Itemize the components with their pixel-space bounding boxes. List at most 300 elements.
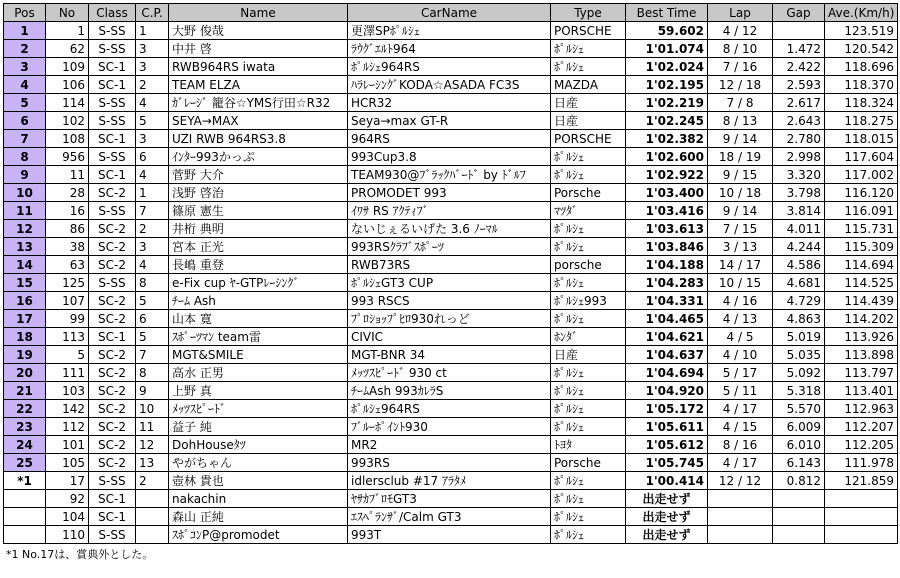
cell-lap: 3 / 13 [708, 238, 773, 256]
cell-type: ﾎﾟﾙｼｪ [551, 40, 626, 58]
cell-lap: 9 / 15 [708, 166, 773, 184]
cell-lap: 7 / 16 [708, 58, 773, 76]
cell-type: ﾎﾟﾙｼｪ [551, 508, 626, 526]
cell-gap: 4.681 [773, 274, 825, 292]
cell-best: 1'02.024 [626, 58, 708, 76]
cell-pos: 18 [4, 328, 46, 346]
cell-pos: 22 [4, 400, 46, 418]
table-row [4, 274, 898, 292]
cell-pos: 7 [4, 130, 46, 148]
cell-cp: 5 [136, 112, 169, 130]
cell-no: 108 [46, 130, 89, 148]
cell-type: ﾎﾟﾙｼｪ [551, 274, 626, 292]
cell-cp: 4 [136, 94, 169, 112]
cell-cp: 1 [136, 184, 169, 202]
cell-gap [773, 508, 825, 526]
cell-cp: 11 [136, 418, 169, 436]
cell-type: ﾎﾟﾙｼｪ993 [551, 292, 626, 310]
cell-pos: 14 [4, 256, 46, 274]
cell-cp: 6 [136, 310, 169, 328]
table-row [4, 328, 898, 346]
cell-name: ﾒｯﾂｽﾋﾟｰﾄﾞ [169, 400, 348, 418]
cell-gap: 5.318 [773, 382, 825, 400]
cell-name: ｲﾝﾀｰ993かっぷ [169, 148, 348, 166]
header-no: No [46, 4, 89, 22]
cell-car: ﾗｳｸﾞｴﾙﾄ964 [348, 40, 551, 58]
cell-car: ﾔｻｶﾌﾞﾛﾓGT3 [348, 490, 551, 508]
cell-ave: 121.859 [825, 472, 898, 490]
cell-no: 11 [46, 166, 89, 184]
cell-pos: 8 [4, 148, 46, 166]
cell-best: 出走せず [626, 508, 708, 526]
cell-car: ﾎﾟﾙｼｪ964RS [348, 58, 551, 76]
cell-name: ﾁｰﾑ Ash [169, 292, 348, 310]
table-row [4, 526, 898, 544]
cell-best: 1'03.846 [626, 238, 708, 256]
cell-gap: 2.780 [773, 130, 825, 148]
cell-name: 長嶋 重登 [169, 256, 348, 274]
cell-lap: 4 / 16 [708, 292, 773, 310]
cell-cp: 10 [136, 400, 169, 418]
cell-lap: 4 / 5 [708, 328, 773, 346]
cell-name: 菅野 大介 [169, 166, 348, 184]
cell-car: Seya→max GT-R [348, 112, 551, 130]
cell-best: 出走せず [626, 490, 708, 508]
cell-lap: 4 / 17 [708, 454, 773, 472]
cell-pos [4, 490, 46, 508]
cell-ave: 123.519 [825, 22, 898, 40]
cell-cp: 4 [136, 256, 169, 274]
cell-type: porsche [551, 256, 626, 274]
cell-ave: 117.604 [825, 148, 898, 166]
cell-cp: 1 [136, 22, 169, 40]
cell-cp: 8 [136, 364, 169, 382]
cell-lap: 4 / 10 [708, 346, 773, 364]
cell-class: SC-2 [89, 400, 136, 418]
table-row [4, 436, 898, 454]
cell-name: ｶﾞﾚｰｼﾞ 籠谷☆YMS行田☆R32 [169, 94, 348, 112]
cell-name: TEAM ELZA [169, 76, 348, 94]
cell-car: ﾌﾞﾙｰﾎﾟｲﾝﾄ930 [348, 418, 551, 436]
cell-lap: 8 / 13 [708, 112, 773, 130]
cell-type: ﾎﾟﾙｼｪ [551, 490, 626, 508]
cell-best: 1'05.611 [626, 418, 708, 436]
cell-name: ｽﾎﾟｰﾂﾏﾝ team雷 [169, 328, 348, 346]
cell-class: S-SS [89, 22, 136, 40]
cell-pos: 15 [4, 274, 46, 292]
cell-car: ﾎﾟﾙｼｪGT3 CUP [348, 274, 551, 292]
cell-cp: 13 [136, 454, 169, 472]
cell-type: ﾎﾟﾙｼｪ [551, 382, 626, 400]
cell-class: SC-2 [89, 346, 136, 364]
cell-ave: 116.091 [825, 202, 898, 220]
header-name: Name [169, 4, 348, 22]
table-row [4, 202, 898, 220]
cell-car: MR2 [348, 436, 551, 454]
cell-name: 高水 正男 [169, 364, 348, 382]
cell-class: S-SS [89, 202, 136, 220]
cell-pos: 9 [4, 166, 46, 184]
cell-class: SC-2 [89, 382, 136, 400]
cell-no: 38 [46, 238, 89, 256]
cell-best: 1'02.922 [626, 166, 708, 184]
cell-class: SC-2 [89, 238, 136, 256]
header-lap: Lap [708, 4, 773, 22]
cell-gap: 3.798 [773, 184, 825, 202]
table-row [4, 418, 898, 436]
cell-car: PROMODET 993 [348, 184, 551, 202]
cell-type: ﾎﾟﾙｼｪ [551, 166, 626, 184]
cell-best: 1'04.621 [626, 328, 708, 346]
cell-cp: 3 [136, 58, 169, 76]
cell-ave: 113.926 [825, 328, 898, 346]
cell-class: SC-2 [89, 436, 136, 454]
cell-cp: 4 [136, 166, 169, 184]
cell-class: SC-1 [89, 130, 136, 148]
cell-ave: 115.731 [825, 220, 898, 238]
cell-ave: 116.120 [825, 184, 898, 202]
cell-pos: 10 [4, 184, 46, 202]
cell-lap: 7 / 15 [708, 220, 773, 238]
cell-type: ﾎﾝﾀﾞ [551, 328, 626, 346]
cell-no: 956 [46, 148, 89, 166]
table-row [4, 148, 898, 166]
cell-pos: 13 [4, 238, 46, 256]
cell-name: nakachin [169, 490, 348, 508]
cell-best: 1'03.416 [626, 202, 708, 220]
cell-no: 114 [46, 94, 89, 112]
cell-no: 104 [46, 508, 89, 526]
table-row [4, 184, 898, 202]
cell-pos: 12 [4, 220, 46, 238]
cell-gap: 2.643 [773, 112, 825, 130]
cell-class: SC-2 [89, 418, 136, 436]
results-page [3, 3, 897, 564]
cell-pos: 3 [4, 58, 46, 76]
cell-car: 993T [348, 526, 551, 544]
cell-class: SC-2 [89, 364, 136, 382]
header-type: Type [551, 4, 626, 22]
table-row [4, 400, 898, 418]
cell-no: 101 [46, 436, 89, 454]
cell-type: MAZDA [551, 76, 626, 94]
table-row [4, 22, 898, 40]
table-row [4, 382, 898, 400]
cell-best: 1'02.600 [626, 148, 708, 166]
cell-class: SC-1 [89, 166, 136, 184]
cell-pos: 23 [4, 418, 46, 436]
cell-ave: 111.978 [825, 454, 898, 472]
cell-lap: 12 / 18 [708, 76, 773, 94]
cell-no: 92 [46, 490, 89, 508]
cell-type: 日産 [551, 346, 626, 364]
cell-lap: 5 / 17 [708, 364, 773, 382]
cell-name: MGT&SMILE [169, 346, 348, 364]
cell-best: 1'04.188 [626, 256, 708, 274]
cell-pos: 20 [4, 364, 46, 382]
cell-best: 1'04.920 [626, 382, 708, 400]
cell-type: ﾎﾟﾙｼｪ [551, 364, 626, 382]
cell-type: 日産 [551, 112, 626, 130]
cell-lap: 12 / 12 [708, 472, 773, 490]
cell-type: ﾎﾟﾙｼｪ [551, 220, 626, 238]
cell-lap [708, 508, 773, 526]
cell-no: 99 [46, 310, 89, 328]
cell-car: MGT-BNR 34 [348, 346, 551, 364]
cell-lap: 10 / 15 [708, 274, 773, 292]
cell-gap: 6.009 [773, 418, 825, 436]
cell-best: 1'04.637 [626, 346, 708, 364]
cell-name: 森山 正純 [169, 508, 348, 526]
cell-ave [825, 490, 898, 508]
cell-car: 993RSｸﾗﾌﾞｽﾎﾟｰﾂ [348, 238, 551, 256]
cell-cp: 7 [136, 346, 169, 364]
table-row [4, 76, 898, 94]
cell-best: 1'01.074 [626, 40, 708, 58]
cell-ave: 112.207 [825, 418, 898, 436]
cell-gap [773, 22, 825, 40]
cell-car: CIVIC [348, 328, 551, 346]
cell-cp: 2 [136, 76, 169, 94]
cell-gap: 5.019 [773, 328, 825, 346]
header-best-time: Best Time [626, 4, 708, 22]
cell-car: ﾊﾗﾚｰｼﾝｸﾞKODA☆ASADA FC3S [348, 76, 551, 94]
cell-class: S-SS [89, 274, 136, 292]
cell-lap: 14 / 17 [708, 256, 773, 274]
cell-ave: 112.205 [825, 436, 898, 454]
table-row [4, 238, 898, 256]
cell-name: 山本 寛 [169, 310, 348, 328]
cell-class: S-SS [89, 148, 136, 166]
table-row [4, 490, 898, 508]
cell-gap [773, 490, 825, 508]
cell-best: 1'02.382 [626, 130, 708, 148]
cell-cp: 7 [136, 202, 169, 220]
cell-best: 1'05.745 [626, 454, 708, 472]
cell-no: 125 [46, 274, 89, 292]
cell-name: DohHouseﾀﾂ [169, 436, 348, 454]
cell-car: ないじぇるいげた 3.6 ﾉｰﾏﾙ [348, 220, 551, 238]
table-row [4, 454, 898, 472]
cell-ave: 114.525 [825, 274, 898, 292]
cell-ave: 113.401 [825, 382, 898, 400]
cell-class: SC-1 [89, 328, 136, 346]
cell-name: 宮本 正光 [169, 238, 348, 256]
cell-type: PORSCHE [551, 130, 626, 148]
cell-car: ﾁｰﾑAsh 993ｶﾚﾗS [348, 382, 551, 400]
cell-no: 103 [46, 382, 89, 400]
cell-class: S-SS [89, 40, 136, 58]
cell-no: 110 [46, 526, 89, 544]
cell-no: 86 [46, 220, 89, 238]
cell-best: 1'02.219 [626, 94, 708, 112]
cell-no: 28 [46, 184, 89, 202]
cell-ave: 118.370 [825, 76, 898, 94]
cell-pos: 5 [4, 94, 46, 112]
cell-type: ﾎﾟﾙｼｪ [551, 400, 626, 418]
cell-class: SC-2 [89, 256, 136, 274]
header-class: Class [89, 4, 136, 22]
table-row [4, 472, 898, 490]
cell-name: SEYA→MAX [169, 112, 348, 130]
cell-car: idlersclub #17 ｱﾗﾀﾒ [348, 472, 551, 490]
cell-gap [773, 526, 825, 544]
cell-car: ﾎﾟﾙｼｪ964RS [348, 400, 551, 418]
cell-name: 益子 純 [169, 418, 348, 436]
cell-lap: 4 / 15 [708, 418, 773, 436]
cell-gap: 2.617 [773, 94, 825, 112]
cell-ave: 113.797 [825, 364, 898, 382]
cell-class: SC-2 [89, 292, 136, 310]
cell-type: PORSCHE [551, 22, 626, 40]
cell-car: ｴｽﾍﾟﾗﾝｻﾞ/Calm GT3 [348, 508, 551, 526]
cell-type: ﾎﾟﾙｼｪ [551, 148, 626, 166]
header-carname: CarName [348, 4, 551, 22]
cell-name: 井桁 典明 [169, 220, 348, 238]
cell-pos: 25 [4, 454, 46, 472]
table-header [4, 4, 898, 22]
cell-class: S-SS [89, 526, 136, 544]
cell-class: SC-2 [89, 310, 136, 328]
cell-gap: 3.814 [773, 202, 825, 220]
cell-no: 16 [46, 202, 89, 220]
cell-name: 中井 啓 [169, 40, 348, 58]
cell-name: RWB964RS iwata [169, 58, 348, 76]
cell-cp [136, 526, 169, 544]
cell-gap: 4.011 [773, 220, 825, 238]
cell-no: 111 [46, 364, 89, 382]
cell-ave [825, 508, 898, 526]
cell-ave: 118.324 [825, 94, 898, 112]
cell-name: UZI RWB 964RS3.8 [169, 130, 348, 148]
cell-ave: 114.202 [825, 310, 898, 328]
cell-lap: 9 / 14 [708, 202, 773, 220]
cell-best: 1'05.172 [626, 400, 708, 418]
cell-no: 105 [46, 454, 89, 472]
cell-pos: 24 [4, 436, 46, 454]
cell-lap: 4 / 17 [708, 400, 773, 418]
cell-no: 109 [46, 58, 89, 76]
cell-best: 1'04.694 [626, 364, 708, 382]
cell-pos: 1 [4, 22, 46, 40]
cell-name: 大野 俊哉 [169, 22, 348, 40]
cell-gap: 2.998 [773, 148, 825, 166]
table-row [4, 94, 898, 112]
cell-type: ﾎﾟﾙｼｪ [551, 238, 626, 256]
table-row [4, 112, 898, 130]
cell-gap: 6.010 [773, 436, 825, 454]
cell-car: ｲﾜｻ RS ｱｸﾃｨﾌﾞ [348, 202, 551, 220]
cell-name: 篠原 憲生 [169, 202, 348, 220]
cell-best: 1'04.465 [626, 310, 708, 328]
cell-cp: 9 [136, 382, 169, 400]
cell-pos: 6 [4, 112, 46, 130]
table-row [4, 292, 898, 310]
cell-lap: 10 / 18 [708, 184, 773, 202]
cell-name: やがちゃん [169, 454, 348, 472]
cell-name: 壺林 貴也 [169, 472, 348, 490]
cell-gap: 4.863 [773, 310, 825, 328]
cell-pos: *1 [4, 472, 46, 490]
cell-car: 993 RSCS [348, 292, 551, 310]
cell-name: e-Fix cup ﾔ-GTPﾚｰｼﾝｸﾞ [169, 274, 348, 292]
cell-type: 日産 [551, 94, 626, 112]
cell-ave: 115.309 [825, 238, 898, 256]
cell-no: 5 [46, 346, 89, 364]
table-row [4, 508, 898, 526]
header-ave: Ave.(Km/h) [825, 4, 898, 22]
cell-lap: 18 / 19 [708, 148, 773, 166]
header-cp: C.P. [136, 4, 169, 22]
cell-car: RWB73RS [348, 256, 551, 274]
cell-gap: 3.320 [773, 166, 825, 184]
cell-car: 993RS [348, 454, 551, 472]
cell-class: S-SS [89, 94, 136, 112]
table-row [4, 40, 898, 58]
cell-gap: 4.729 [773, 292, 825, 310]
cell-cp: 2 [136, 472, 169, 490]
cell-gap: 4.244 [773, 238, 825, 256]
cell-pos: 17 [4, 310, 46, 328]
cell-gap: 0.812 [773, 472, 825, 490]
table-row [4, 58, 898, 76]
cell-name: 浅野 啓治 [169, 184, 348, 202]
cell-class: SC-1 [89, 58, 136, 76]
table-row [4, 166, 898, 184]
cell-cp: 3 [136, 238, 169, 256]
cell-class: SC-2 [89, 454, 136, 472]
cell-gap: 2.422 [773, 58, 825, 76]
cell-cp: 5 [136, 328, 169, 346]
cell-gap: 1.472 [773, 40, 825, 58]
cell-cp: 12 [136, 436, 169, 454]
cell-pos: 21 [4, 382, 46, 400]
cell-no: 102 [46, 112, 89, 130]
cell-cp: 3 [136, 40, 169, 58]
cell-best: 1'03.400 [626, 184, 708, 202]
cell-best: 出走せず [626, 526, 708, 544]
cell-gap: 4.586 [773, 256, 825, 274]
cell-class: SC-1 [89, 76, 136, 94]
table-row [4, 310, 898, 328]
cell-car: TEAM930@ﾌﾞﾗｯｸﾊﾞｰﾄﾞ by ﾄﾞﾙﾌ [348, 166, 551, 184]
cell-cp: 5 [136, 292, 169, 310]
cell-name: 上野 真 [169, 382, 348, 400]
cell-ave: 118.696 [825, 58, 898, 76]
cell-gap: 6.143 [773, 454, 825, 472]
cell-car: 964RS [348, 130, 551, 148]
cell-ave: 118.015 [825, 130, 898, 148]
cell-gap: 2.593 [773, 76, 825, 94]
cell-best: 1'05.612 [626, 436, 708, 454]
cell-class: SC-2 [89, 220, 136, 238]
cell-ave: 120.542 [825, 40, 898, 58]
cell-car: 993Cup3.8 [348, 148, 551, 166]
cell-car: ﾌﾟﾛｼｮｯﾌﾟﾋﾛ930れっど [348, 310, 551, 328]
cell-no: 62 [46, 40, 89, 58]
cell-ave [825, 526, 898, 544]
cell-best: 1'02.245 [626, 112, 708, 130]
cell-class: SC-1 [89, 490, 136, 508]
table-row [4, 256, 898, 274]
cell-name: ｽﾎﾟｺﾝP@promodet [169, 526, 348, 544]
table-row [4, 130, 898, 148]
table-row [4, 220, 898, 238]
cell-lap: 7 / 8 [708, 94, 773, 112]
header-gap: Gap [773, 4, 825, 22]
cell-car: 更澤SPﾎﾟﾙｼｪ [348, 22, 551, 40]
cell-no: 142 [46, 400, 89, 418]
